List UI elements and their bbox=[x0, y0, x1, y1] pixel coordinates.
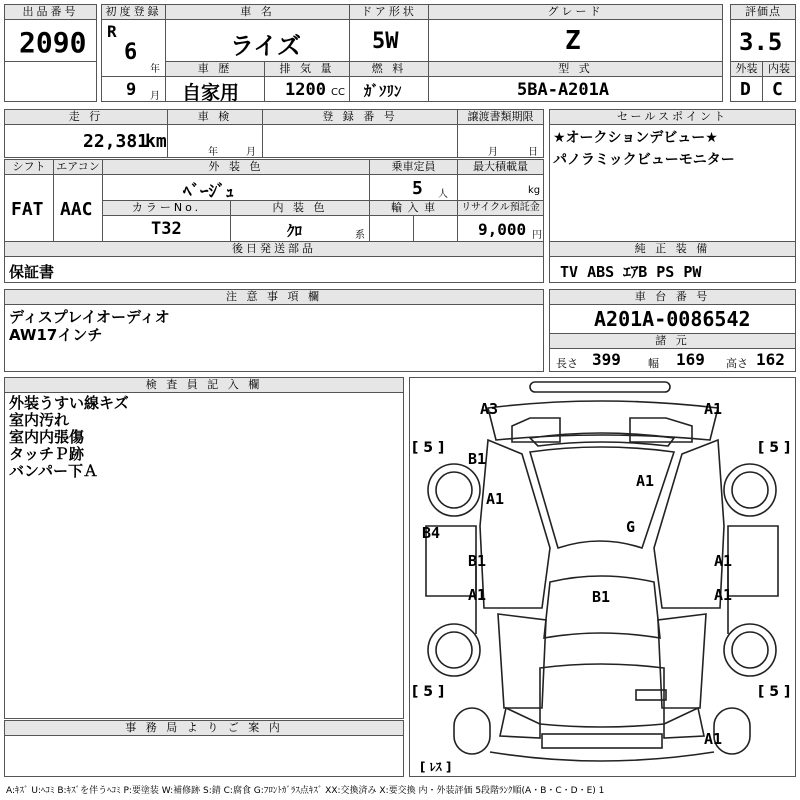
transfer-day-unit: 日 bbox=[528, 147, 538, 158]
interior-cell bbox=[762, 76, 796, 102]
displacement-header: 排 気 量 bbox=[264, 61, 350, 77]
genuine-cell bbox=[549, 256, 796, 283]
transfer-month-unit: 月 bbox=[488, 147, 498, 158]
spare-tire: [ ﾚｽ ] bbox=[420, 760, 452, 774]
color-no: T32 bbox=[151, 219, 182, 239]
chassis-no: A201A-0086542 bbox=[594, 307, 751, 331]
history: 自家用 bbox=[182, 82, 240, 102]
aircon-header: エアコン bbox=[53, 159, 103, 175]
length: 399 bbox=[592, 350, 621, 369]
exterior-header: 外装 bbox=[730, 61, 763, 77]
kei-unit: 系 bbox=[355, 230, 365, 241]
notes-header: 注 意 事 項 欄 bbox=[4, 289, 544, 305]
km-unit: km bbox=[145, 131, 167, 152]
height-label: 高さ bbox=[726, 357, 748, 370]
lot-no: 2090 bbox=[19, 26, 87, 59]
door-cell bbox=[349, 19, 429, 62]
import-header: 輸 入 車 bbox=[369, 200, 458, 216]
month-unit: 月 bbox=[150, 91, 160, 102]
later-parts-header: 後日発送部品 bbox=[4, 241, 544, 257]
damage-a1-rear-door-left: A1 bbox=[468, 586, 487, 604]
tire-rear-left: [ 5 ] bbox=[412, 684, 445, 700]
exterior-grade: D bbox=[740, 79, 751, 100]
recycle-header: リサイクル預託金 bbox=[457, 200, 544, 216]
car-outline bbox=[410, 378, 795, 776]
reg-no-cell bbox=[262, 124, 458, 158]
note-1: ディスプレイオーディオ bbox=[9, 308, 170, 326]
max-load-cell bbox=[457, 174, 544, 201]
note-2: AW17インチ bbox=[9, 326, 103, 344]
fuel-header: 燃 料 bbox=[349, 61, 429, 77]
history-cell bbox=[165, 76, 265, 102]
yen-unit: 円 bbox=[532, 230, 542, 241]
dims-cell bbox=[549, 348, 796, 372]
damage-a1-hood: A1 bbox=[636, 472, 655, 490]
reg-year: 6 bbox=[124, 40, 138, 65]
damage-b1-front-left: B1 bbox=[468, 450, 487, 468]
office-header: 事 務 局 よ り ご 案 内 bbox=[4, 720, 404, 736]
ext-color: ﾍﾞｰｼﾞｭ bbox=[183, 182, 234, 201]
lot-no-cell bbox=[4, 19, 97, 62]
damage-g-windshield: G bbox=[626, 518, 636, 536]
damage-b1-door-left: B1 bbox=[468, 552, 487, 570]
history-header: 車 歴 bbox=[165, 61, 265, 77]
exterior-cell bbox=[730, 76, 763, 102]
int-color-cell bbox=[230, 215, 370, 242]
damage-b1-roof: B1 bbox=[592, 588, 611, 606]
inspector-note-1: 外装うすい線キズ bbox=[9, 394, 129, 412]
mileage-cell bbox=[4, 124, 168, 158]
inspection-cell bbox=[167, 124, 263, 158]
score-header: 評価点 bbox=[730, 4, 796, 20]
later-parts: 保証書 bbox=[9, 263, 55, 281]
shift-cell bbox=[4, 174, 54, 242]
genuine-equipment: TV ABS ｴｱB PS PW bbox=[560, 263, 702, 281]
shift-header: シフト bbox=[4, 159, 54, 175]
capacity-header: 乗車定員 bbox=[369, 159, 458, 175]
inspection-header: 車 検 bbox=[167, 109, 263, 125]
shift: FAT bbox=[11, 199, 44, 220]
import-cell-b bbox=[413, 215, 458, 242]
capacity-cell bbox=[369, 174, 458, 201]
recycle-cell bbox=[457, 215, 544, 242]
score-cell bbox=[730, 19, 796, 62]
person-unit: 人 bbox=[438, 189, 448, 200]
color-no-header: カラーNo. bbox=[102, 200, 231, 216]
lot-no-blank bbox=[4, 61, 97, 102]
inspector-note-3: 室内内張傷 bbox=[9, 428, 85, 446]
transfer-cell bbox=[457, 124, 544, 158]
inspector-cell bbox=[4, 392, 404, 719]
era: R bbox=[107, 22, 117, 41]
notes-cell bbox=[4, 304, 544, 372]
model-code-header: 型 式 bbox=[428, 61, 723, 77]
damage-a1-fender-left: A1 bbox=[486, 490, 505, 508]
model-code-cell bbox=[428, 76, 723, 102]
car-name-cell bbox=[165, 19, 350, 62]
mileage: 22,381 bbox=[83, 131, 149, 152]
width: 169 bbox=[676, 350, 705, 369]
max-load-header: 最大積載量 bbox=[457, 159, 544, 175]
ext-color-cell bbox=[102, 174, 370, 201]
cc-unit: CC bbox=[331, 87, 345, 98]
damage-a1-front-right: A1 bbox=[704, 400, 723, 418]
mileage-header: 走 行 bbox=[4, 109, 168, 125]
capacity: 5 bbox=[412, 178, 423, 199]
displacement: 1200 bbox=[285, 80, 326, 100]
ext-color-header: 外 装 色 bbox=[102, 159, 370, 175]
sales-point-cell bbox=[549, 124, 796, 242]
dims-header: 諸 元 bbox=[549, 333, 796, 349]
office-cell bbox=[4, 735, 404, 777]
damage-a1-rear-bumper: A1 bbox=[704, 730, 723, 748]
first-reg-cell bbox=[101, 19, 166, 77]
inspection-year-unit: 年 bbox=[208, 147, 218, 158]
year-unit: 年 bbox=[150, 64, 160, 75]
displacement-cell bbox=[264, 76, 350, 102]
later-parts-cell bbox=[4, 256, 544, 283]
damage-a1-rear-door-right: A1 bbox=[714, 586, 733, 604]
car-diagram bbox=[409, 377, 796, 777]
legend: A:ｷｽﾞ U:ﾍｺﾐ B:ｷｽﾞを伴うﾍｺﾐ P:要塗装 W:補修跡 S:錆 C:腐食 G:ﾌﾛﾝﾄｶﾞﾗｽ点ｷｽﾞ XX:交換済み X:要交換 内・外装評価 5段階ﾗﾝｸ順(A・B・C・D・E) 1 bbox=[6, 786, 605, 796]
reg-month: 9 bbox=[126, 80, 137, 100]
lot-no-header: 出品番号 bbox=[4, 4, 97, 20]
first-reg-header: 初度登録 bbox=[101, 4, 166, 20]
car-name-header: 車 名 bbox=[165, 4, 350, 20]
door-header: ドア形状 bbox=[349, 4, 429, 20]
sales-point-header: セールスポイント bbox=[549, 109, 796, 125]
recycle: 9,000 bbox=[478, 220, 527, 239]
door: 5W bbox=[372, 29, 399, 54]
chassis-header: 車 台 番 号 bbox=[549, 289, 796, 305]
sales-point-1: ★オークションデビュー★ bbox=[553, 130, 718, 146]
sales-point-2: パノラミックビューモニター bbox=[553, 152, 735, 168]
aircon-cell bbox=[53, 174, 103, 242]
tire-front-left: [ 5 ] bbox=[412, 440, 445, 456]
grade: Z bbox=[565, 26, 581, 56]
damage-b4: B4 bbox=[422, 524, 441, 542]
transfer-header: 譲渡書類期限 bbox=[457, 109, 544, 125]
model-code: 5BA-A201A bbox=[517, 80, 610, 100]
import-cell-a bbox=[369, 215, 414, 242]
car-name: ライズ bbox=[230, 32, 302, 60]
inspection-month-unit: 月 bbox=[246, 147, 256, 158]
interior-grade: C bbox=[772, 79, 783, 100]
tire-front-right: [ 5 ] bbox=[758, 440, 791, 456]
score: 3.5 bbox=[739, 28, 783, 56]
damage-a3: A3 bbox=[480, 400, 499, 418]
reg-month-cell bbox=[101, 76, 166, 102]
color-no-cell bbox=[102, 215, 231, 242]
genuine-header: 純 正 装 備 bbox=[549, 241, 796, 257]
chassis-cell bbox=[549, 304, 796, 334]
interior-header: 内装 bbox=[762, 61, 796, 77]
damage-a1-door-right: A1 bbox=[714, 552, 733, 570]
length-label: 長さ bbox=[556, 357, 578, 370]
aircon: AAC bbox=[60, 199, 93, 220]
reg-no-header: 登 録 番 号 bbox=[262, 109, 458, 125]
inspector-note-2: 室内汚れ bbox=[9, 411, 70, 429]
fuel: ｶﾞｿﾘﾝ bbox=[364, 82, 402, 100]
inspector-header: 検 査 員 記 入 欄 bbox=[4, 377, 404, 393]
inspector-note-4: タッチＰ跡 bbox=[9, 445, 85, 463]
tire-rear-right: [ 5 ] bbox=[758, 684, 791, 700]
height: 162 bbox=[756, 350, 785, 369]
int-color-header: 内 装 色 bbox=[230, 200, 370, 216]
inspector-note-5: バンパー下Ａ bbox=[9, 462, 98, 480]
width-label: 幅 bbox=[648, 357, 659, 370]
int-color: ｸﾛ bbox=[287, 222, 303, 240]
kg-unit: kg bbox=[528, 185, 541, 196]
grade-cell bbox=[428, 19, 723, 62]
grade-header: グレード bbox=[428, 4, 723, 20]
fuel-cell bbox=[349, 76, 429, 102]
